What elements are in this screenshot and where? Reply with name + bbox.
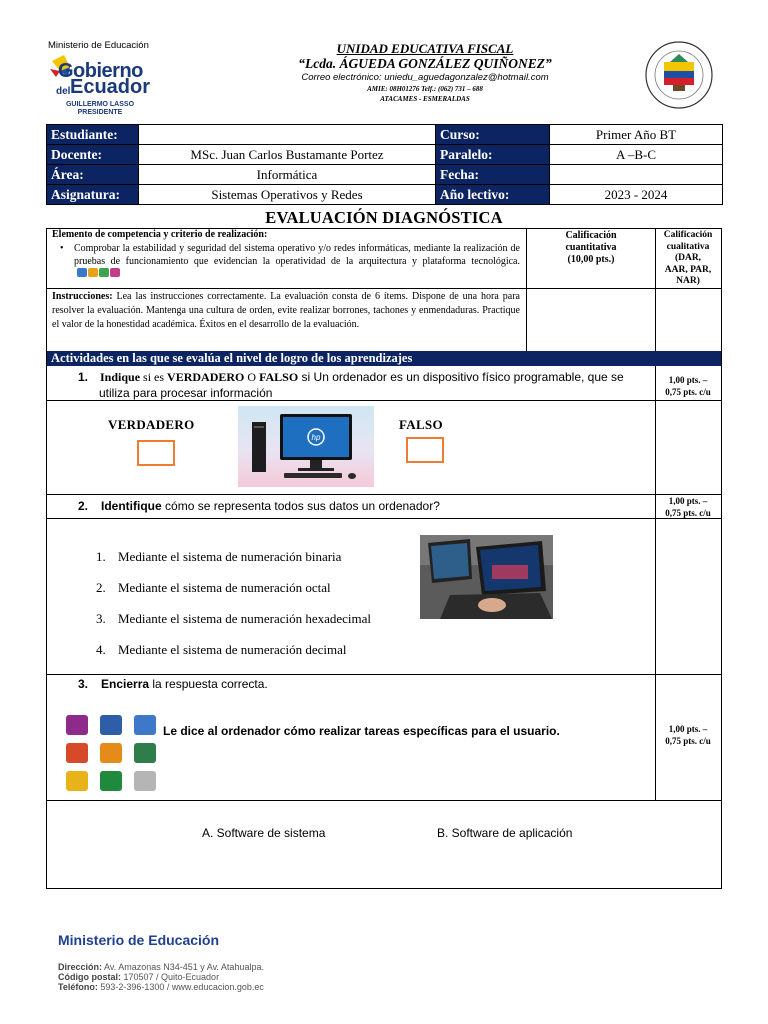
ministry-caption: Ministerio de Educación bbox=[48, 40, 149, 51]
qualitative-line: NAR) bbox=[676, 276, 700, 286]
student-field[interactable] bbox=[139, 125, 436, 145]
divider-h-q2 bbox=[46, 494, 722, 495]
logo-word-ecuador: Ecuador bbox=[70, 76, 151, 98]
option-text: Mediante el sistema de numeración hexadecimal bbox=[118, 611, 372, 626]
divider-h-choices bbox=[46, 800, 722, 801]
q3-choice-b[interactable]: B. Software de aplicación bbox=[437, 826, 573, 840]
q2-option-2[interactable] bbox=[96, 580, 331, 596]
school-name: “Lcda. ÁGUEDA GONZÁLEZ QUIÑONEZ” bbox=[298, 56, 552, 71]
school-email: Correo electrónico: uniedu_aguedagonzalez@hotmail.com bbox=[301, 72, 549, 83]
q2-option-1[interactable] bbox=[96, 549, 341, 565]
competence-text: Comprobar la estabilidad y seguridad del sistema operativo y/o redes informáticas, mediante la realización de pruebas de funcionamiento que evidencian la operatividad de la arquitectura y plataforma tecnológica. bbox=[74, 243, 520, 267]
footer-ministry: Ministerio de Educación bbox=[58, 932, 220, 948]
points-q2 bbox=[655, 495, 721, 519]
qualitative-line: Calificación bbox=[663, 230, 713, 240]
q3-verb: Encierra bbox=[101, 677, 150, 691]
logo-president bbox=[60, 101, 140, 117]
postal-text: 170507 / Quito-Ecuador bbox=[121, 972, 220, 982]
area-value: Informática bbox=[139, 165, 436, 185]
competence-title: Elemento de competencia y criterio de realización: bbox=[52, 229, 268, 240]
year-value: 2023 - 2024 bbox=[550, 185, 723, 205]
office-apps-icons bbox=[64, 713, 164, 793]
teacher-label: Docente: bbox=[47, 145, 139, 165]
course-value: Primer Año BT bbox=[550, 125, 723, 145]
parallel-value: A –B-C bbox=[550, 145, 723, 165]
question-2 bbox=[78, 498, 440, 514]
school-seal-logo bbox=[640, 40, 718, 110]
points-line: 1,00 pts. – bbox=[668, 724, 708, 734]
divider-h-instructions bbox=[46, 288, 722, 289]
question-1 bbox=[78, 369, 648, 401]
q3-text: la respuesta correcta. bbox=[149, 677, 268, 691]
points-line: 0,75 pts. c/u bbox=[665, 387, 711, 397]
points-line: 1,00 pts. – bbox=[668, 375, 708, 385]
info-row-student bbox=[47, 125, 723, 145]
year-label: Año lectivo: bbox=[436, 185, 550, 205]
qualitative-line: AAR, PAR, bbox=[664, 264, 712, 275]
quantitative-grade-header bbox=[528, 230, 654, 266]
q2-verb: Identifique bbox=[101, 499, 162, 513]
teacher-value: MSc. Juan Carlos Bustamante Portez bbox=[139, 145, 436, 165]
divider-h-q2b bbox=[46, 518, 722, 519]
info-row-subject bbox=[47, 185, 723, 205]
date-label: Fecha: bbox=[436, 165, 550, 185]
address-label: Dirección: bbox=[58, 962, 103, 972]
competence-item bbox=[60, 242, 520, 281]
laptop-photo bbox=[420, 535, 553, 619]
false-answer-box[interactable] bbox=[406, 437, 444, 463]
qualitative-line: cualitativa bbox=[666, 241, 710, 252]
school-title: UNIDAD EDUCATIVA FISCAL bbox=[336, 41, 514, 56]
points-q1 bbox=[655, 374, 721, 398]
points-q3 bbox=[655, 723, 721, 747]
q2-option-3[interactable] bbox=[96, 611, 371, 627]
school-city: ATACAMES - ESMERALDAS bbox=[380, 95, 470, 103]
postal-label: Código postal: bbox=[58, 972, 121, 982]
true-answer-box[interactable] bbox=[137, 440, 175, 466]
question-number: 1. bbox=[78, 370, 89, 384]
option-text: Mediante el sistema de numeración decimal bbox=[118, 642, 347, 657]
phone-text: 593-2-396-1300 / www.educacion.gob.ec bbox=[97, 982, 264, 992]
q1-text: O bbox=[244, 370, 260, 384]
option-number: 1. bbox=[96, 549, 106, 564]
date-field[interactable] bbox=[550, 165, 723, 185]
school-header bbox=[235, 42, 615, 104]
qualitative-line: (DAR, bbox=[674, 253, 702, 263]
logo-word-del: del bbox=[56, 86, 71, 97]
points-line: 0,75 pts. c/u bbox=[665, 508, 711, 518]
desktop-computer-image bbox=[238, 406, 374, 487]
instructions-text: Lea las instrucciones correctamente. La evaluación consta de 6 ítems. Dispone de una hora para resolver la evaluación. Mantenga una cultura de orden, evite realizar borrones, tachones y enmendaduras. Practique el valor de la honestidad académica. Éxitos en el desarrollo de la evaluación. bbox=[52, 291, 520, 330]
option-text: Mediante el sistema de numeración binaria bbox=[118, 549, 342, 564]
instructions bbox=[52, 290, 520, 332]
q2-text: cómo se representa todos sus datos un ordenador? bbox=[161, 499, 440, 513]
option-number: 2. bbox=[96, 580, 106, 595]
q3-choice-a[interactable]: A. Software de sistema bbox=[202, 826, 326, 840]
q1-false-word: FALSO bbox=[259, 370, 299, 384]
quantitative-line: Calificación bbox=[565, 230, 617, 241]
q3-statement: Le dice al ordenador cómo realizar tareas específicas para el usuario. bbox=[163, 724, 560, 738]
question-number: 3. bbox=[78, 677, 89, 691]
logo-word-gobierno: Gobierno bbox=[58, 60, 143, 82]
info-row-area bbox=[47, 165, 723, 185]
bullet-icon: • bbox=[60, 243, 64, 254]
q1-true-word: VERDADERO bbox=[167, 370, 245, 384]
option-number: 3. bbox=[96, 611, 106, 626]
true-label: VERDADERO bbox=[108, 417, 195, 432]
address-text: Av. Amazonas N34-451 y Av. Atahualpa. bbox=[102, 962, 264, 972]
activities-header: Actividades en las que se evalúa el nivel de logro de los aprendizajes bbox=[47, 351, 721, 366]
school-amie: AMIE: 08H01276 Telf.: (062) 731 – 688 bbox=[367, 85, 483, 93]
evaluation-title: EVALUACIÓN DIAGNÓSTICA bbox=[265, 208, 503, 227]
phone-label: Teléfono: bbox=[58, 982, 98, 992]
divider-h-q3 bbox=[46, 674, 722, 675]
footer-contact bbox=[58, 962, 264, 992]
option-number: 4. bbox=[96, 642, 106, 657]
info-row-teacher bbox=[47, 145, 723, 165]
logo-president-role: PRESIDENTE bbox=[77, 109, 123, 116]
parallel-label: Paralelo: bbox=[436, 145, 550, 165]
instructions-label: Instrucciones: bbox=[52, 291, 113, 302]
option-text: Mediante el sistema de numeración octal bbox=[118, 580, 331, 595]
student-info-table bbox=[46, 124, 723, 205]
q1-text: si Un ordenador es un dispositivo físico programable, que se bbox=[298, 370, 624, 384]
q2-option-4[interactable] bbox=[96, 642, 347, 658]
q1-text: si es bbox=[140, 370, 168, 384]
qualitative-grade-header bbox=[656, 230, 720, 288]
key-competence-icons bbox=[77, 268, 121, 281]
question-3 bbox=[78, 676, 268, 692]
points-line: 1,00 pts. – bbox=[668, 496, 708, 506]
question-number: 2. bbox=[78, 499, 89, 513]
subject-label: Asignatura: bbox=[47, 185, 139, 205]
quantitative-line: cuantitativa bbox=[565, 242, 617, 253]
q1-verb: Indique bbox=[100, 370, 141, 384]
subject-value: Sistemas Operativos y Redes bbox=[139, 185, 436, 205]
student-label: Estudiante: bbox=[47, 125, 139, 145]
divider-v1 bbox=[526, 228, 527, 351]
logo-president-name: GUILLERMO LASSO bbox=[65, 101, 135, 108]
q1-line2: utiliza para procesar información bbox=[99, 386, 273, 400]
area-label: Área: bbox=[47, 165, 139, 185]
svg-text:hp: hp bbox=[311, 433, 321, 442]
quantitative-line: (10,00 pts.) bbox=[567, 254, 615, 265]
false-label: FALSO bbox=[399, 417, 443, 432]
points-line: 0,75 pts. c/u bbox=[665, 736, 711, 746]
course-label: Curso: bbox=[436, 125, 550, 145]
